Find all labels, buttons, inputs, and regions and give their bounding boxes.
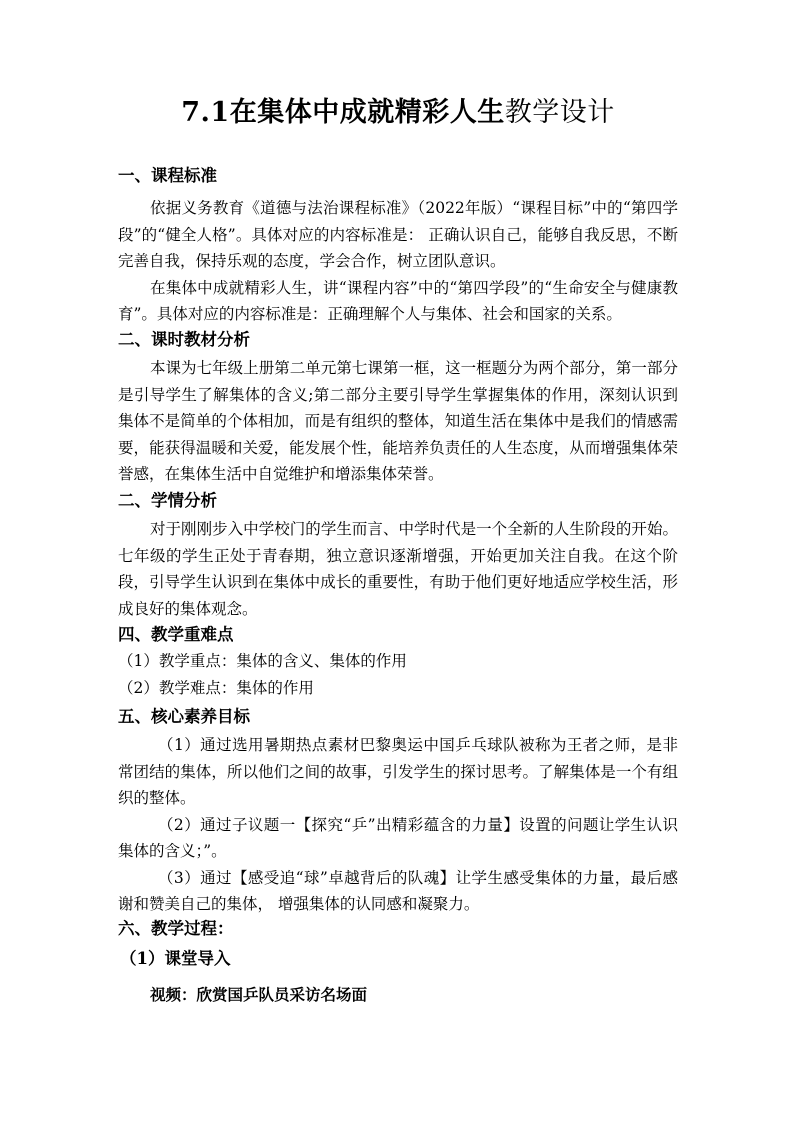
section-teaching-process [118,916,678,1008]
section-heading: 二、学情分析 [118,491,217,510]
section-student-analysis [118,488,678,622]
goal-item: （3）通过【感受追“球”卓越背后的队魂】让学生感受集体的力量，最后感谢和赞美自己的集体， 增强集体的认同感和凝聚力。 [118,868,678,913]
goal-item: （1）通过选用暑期热点素材巴黎奥运中国乒乓球队被称为王者之师，是非常团结的集体，所以他们之间的故事，引发学生的探讨思考。了解集体是一个有组织的整体。 [118,736,678,807]
section-core-goals [118,704,678,918]
difficult-point-item: （2）教学难点：集体的作用 [118,678,314,697]
section-key-points [118,622,678,701]
key-point-item: （1）教学重点：集体的含义、集体的作用 [118,652,407,670]
subsection-heading: （1）课堂导入 [120,949,231,968]
title-suffix: 教学设计 [504,97,615,128]
paragraph: 本课为七年级上册第二单元第七课第一框，这一框题分为两个部分，第一部分是引导学生了解集体的含义;第二部分主要引导学生掌握集体的作用，深刻认识到集体不是简单的个体相加，而是有组织的整体，知道生活在集体中是我们的情感需要，能获得温暖和关爱，能发展个性，能培养负责任的人生态度，从而增强集体荣誉感，在集体生活中自觉维护和增添集体荣誉。 [118,359,678,483]
section-curriculum-standard [118,163,678,328]
paragraph: 对于刚刚步入中学校门的学生而言、中学时代是一个全新的人生阶段的开始。七年级的学生正处于青春期，独立意识逐渐增强，开始更加关注自我。在这个阶段，引导学生认识到在集体中成长的重要性，有助于他们更好地适应学校生活，形成良好的集体观念。 [118,520,678,618]
video-caption: 视频：欣赏国乒队员采访名场面 [150,985,368,1004]
goal-item: （2）通过子议题一【探究“乒”出精彩蕴含的力量】设置的问题让学生认识集体的含义；”。 [118,815,678,860]
paragraph: 在集体中成就精彩人生，讲“课程内容”中的“第四学段”的“生命安全与健康教育”。具体对应的内容标准是：正确理解个人与集体、社会和国家的关系。 [118,278,678,323]
section-textbook-analysis [118,327,678,488]
title-main: 7.1在集体中成就精彩人生 [181,97,505,128]
section-heading: 二、课时教材分析 [118,330,250,349]
section-heading: 一、课程标准 [118,166,217,185]
section-heading: 六、教学过程： [118,919,234,938]
section-heading: 五、核心素养目标 [118,707,250,726]
section-heading: 四、教学重难点 [118,625,234,644]
paragraph: 依据义务教育《道德与法治课程标准》（2022年版）“课程目标”中的“第四学段”的“健全人格”。具体对应的内容标准是： 正确认识自己，能够自我反思，不断完善自我，保持乐观的态度，学会合作，树立团队意识。 [118,199,678,270]
document-title [118,93,678,133]
